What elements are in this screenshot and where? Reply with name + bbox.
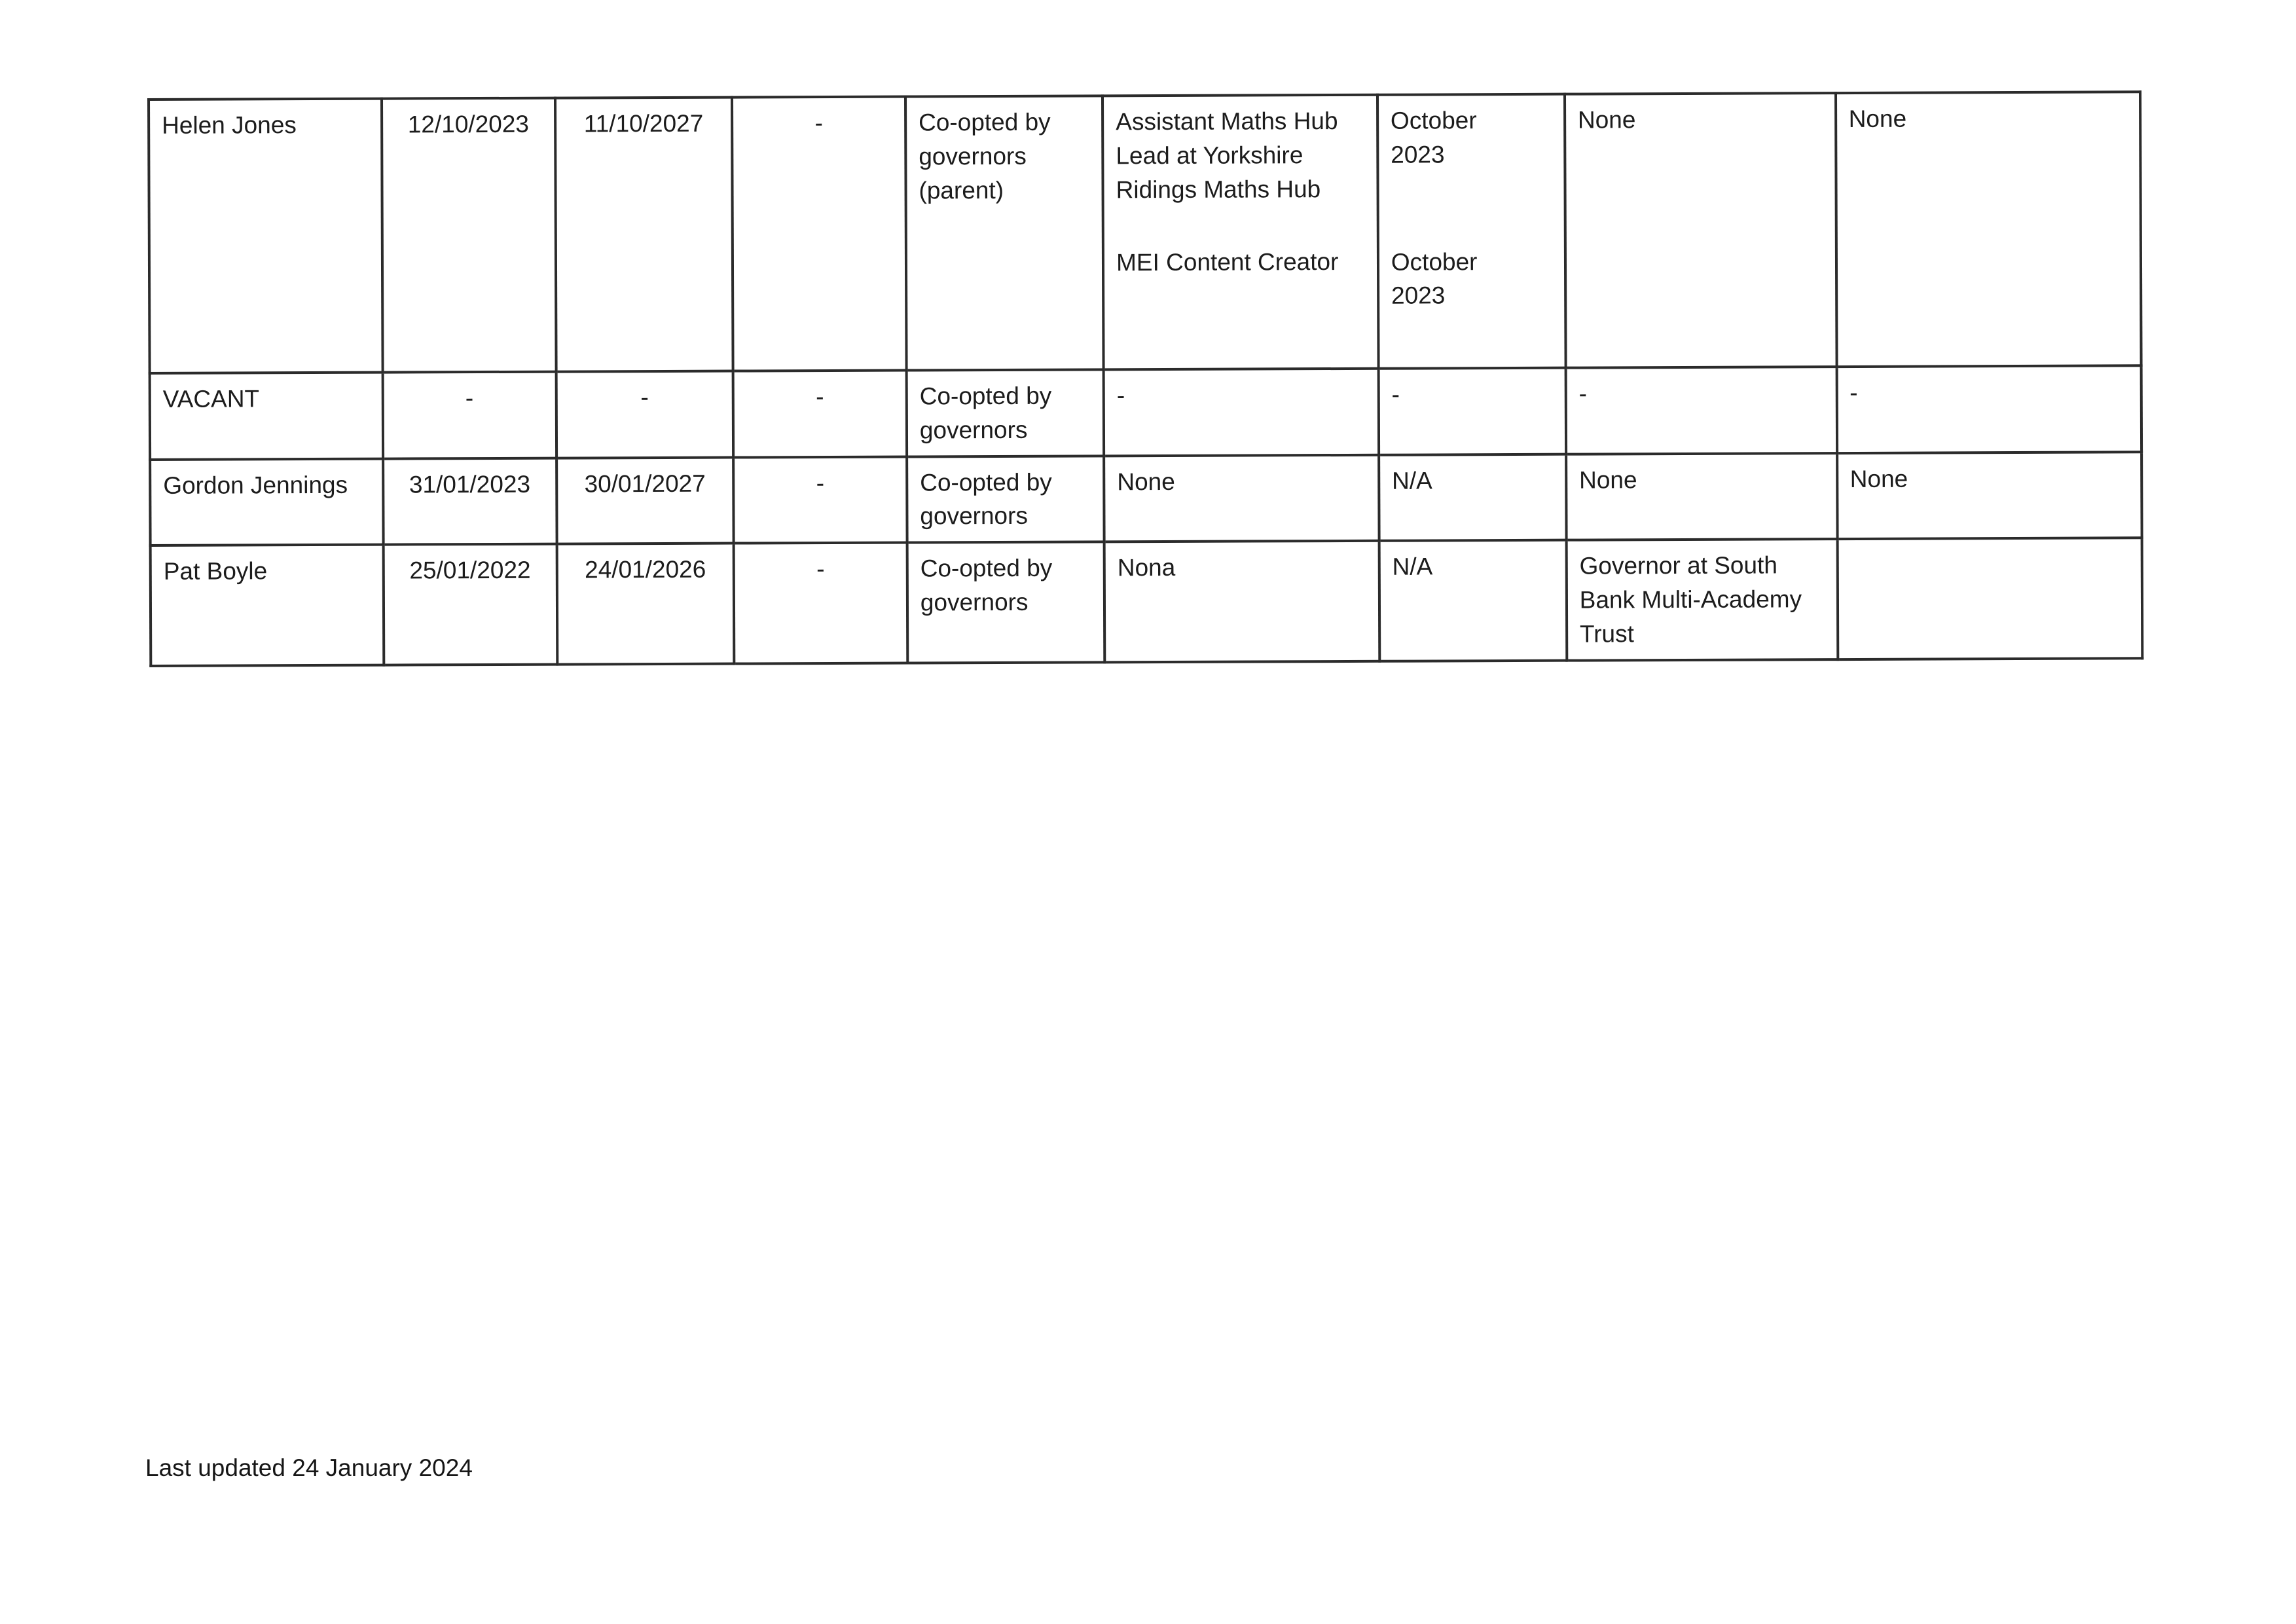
table-cell: None — [1104, 454, 1379, 542]
business-interest-text: MEI Content Creator — [1116, 248, 1339, 276]
table-cell: - — [734, 543, 907, 663]
table-cell: VACANT — [150, 373, 383, 460]
governors-table — [147, 90, 2143, 667]
table-cell: Pat Boyle — [151, 545, 384, 666]
table-row — [149, 92, 2141, 373]
table-cell: N/A — [1379, 540, 1567, 661]
declared-date-text: October 2023 — [1391, 248, 1478, 310]
table-cell: 11/10/2027 — [555, 98, 733, 372]
table-cell: None — [1837, 452, 2142, 539]
declared-date-text: October 2023 — [1390, 107, 1477, 168]
table-row — [150, 452, 2141, 545]
table-cell — [1102, 95, 1378, 370]
table-row — [150, 365, 2141, 459]
table-cell: 12/10/2023 — [382, 98, 556, 373]
table-cell: Nona — [1104, 541, 1379, 662]
table-cell: Co-opted by governors — [907, 542, 1105, 663]
table-cell: Co-opted by governors — [907, 369, 1104, 456]
table-cell: - — [556, 371, 733, 458]
table-cell: None — [1835, 92, 2141, 367]
table-cell: - — [732, 97, 906, 371]
table-cell: - — [1836, 365, 2141, 452]
business-interest-text: Assistant Maths Hub Lead at Yorkshire Ridings Maths Hub — [1116, 107, 1338, 203]
table-row — [151, 538, 2143, 665]
table-cell: - — [383, 372, 556, 459]
table-cell: - — [1565, 367, 1836, 454]
table-cell: Helen Jones — [149, 99, 383, 373]
table-cell: 25/01/2022 — [384, 544, 557, 665]
table-cell: 24/01/2026 — [556, 544, 734, 664]
table-cell: - — [733, 371, 907, 458]
table-cell — [1837, 538, 2142, 659]
table-cell: 31/01/2023 — [383, 458, 556, 545]
table-cell: Co-opted by governors (parent) — [905, 96, 1104, 370]
table-cell — [1377, 94, 1566, 369]
table-cell: - — [1378, 368, 1565, 455]
table-cell: N/A — [1379, 454, 1566, 541]
table-cell: Governor at South Bank Multi-Academy Trust — [1566, 539, 1837, 660]
table-cell: None — [1566, 453, 1837, 540]
table-cell: - — [733, 456, 907, 544]
table-cell: 30/01/2027 — [556, 457, 734, 544]
last-updated-text: Last updated 24 January 2024 — [145, 1454, 473, 1481]
table-cell: Gordon Jennings — [150, 458, 383, 545]
table-cell: Co-opted by governors — [907, 456, 1104, 543]
table-cell: None — [1565, 93, 1836, 368]
table-cell: - — [1104, 369, 1379, 456]
